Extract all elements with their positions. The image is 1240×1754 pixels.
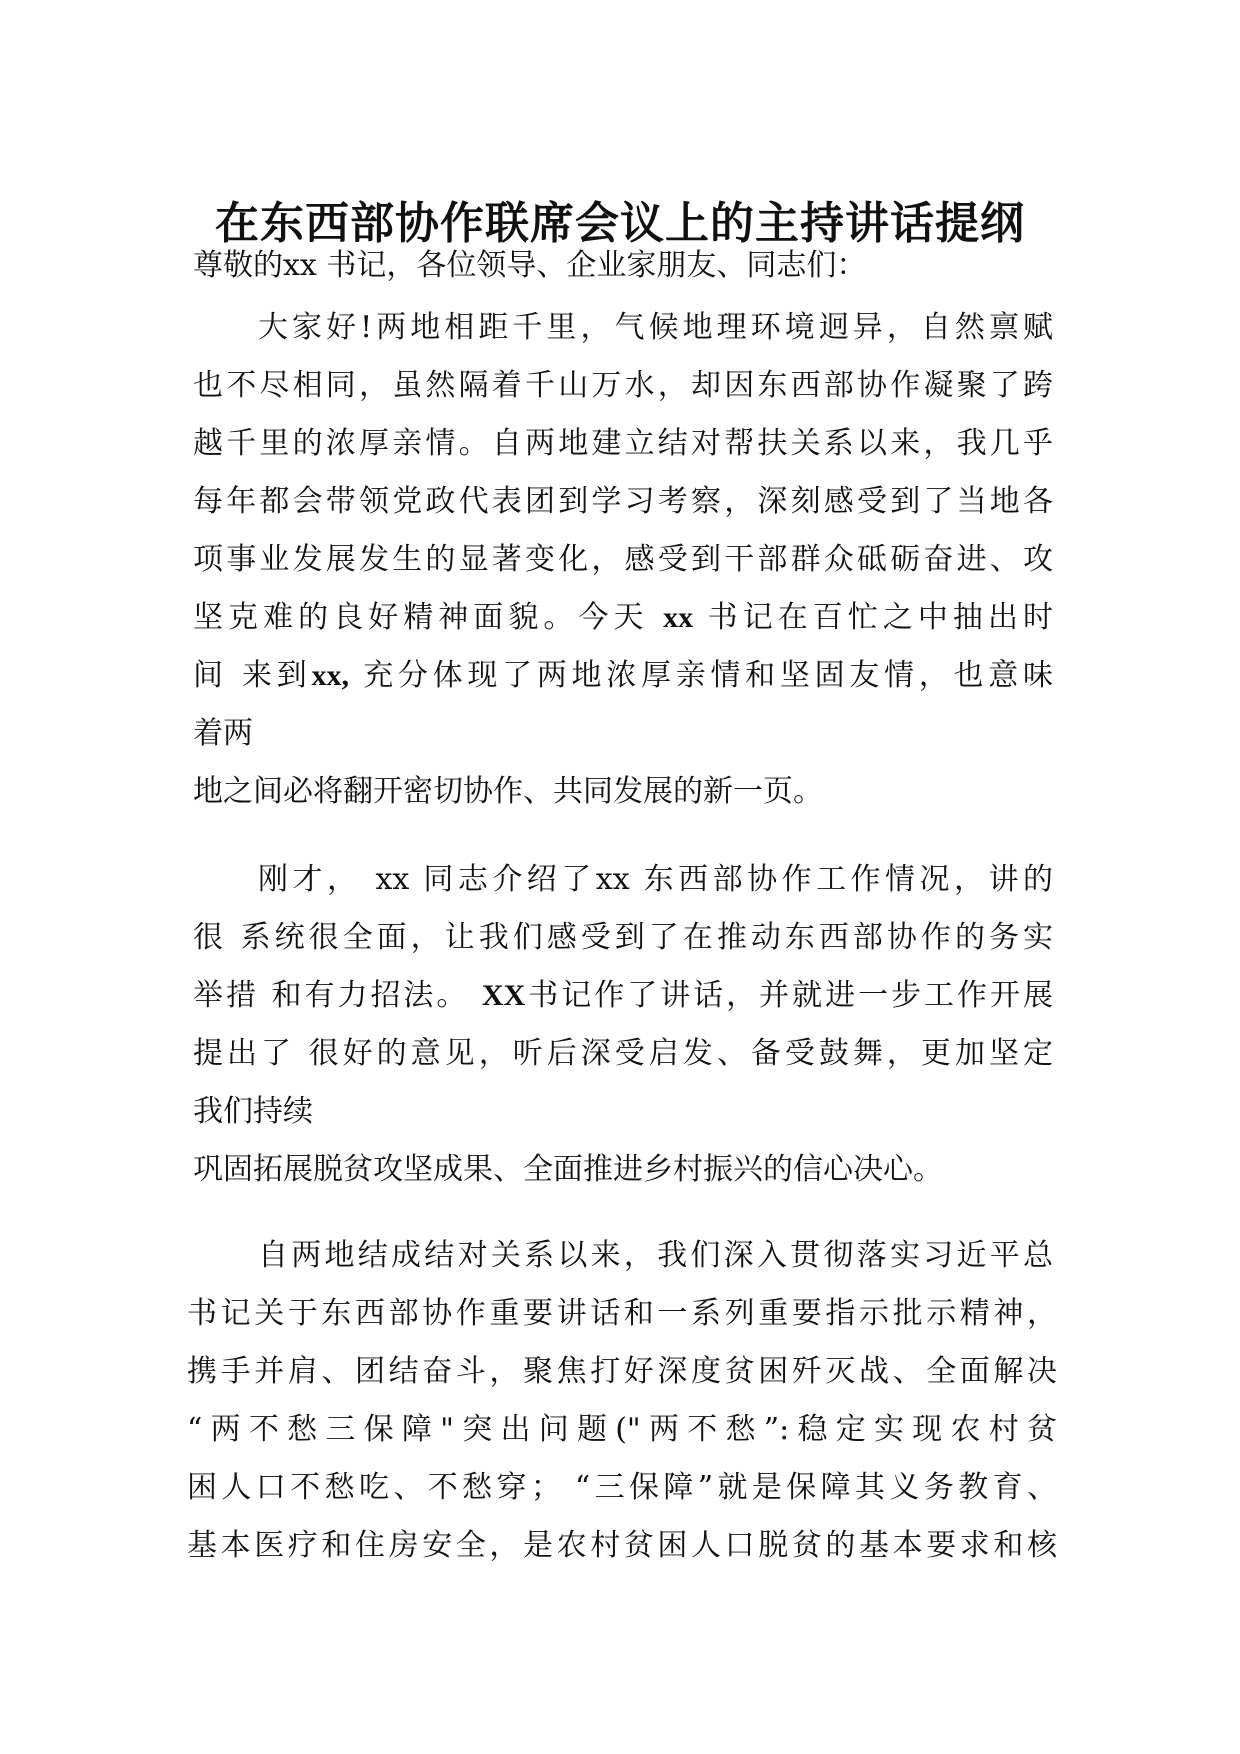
paragraph-2-line-4: 提出了 很好的意见，听后深受启发、备受鼓舞，更加坚定 [193, 1036, 1053, 1071]
paragraph-3-line-5: 困人口不愁吃、不愁穿； “三保障”就是保障其义务教育、 [187, 1470, 1057, 1505]
salutation: 尊敬的xx 书记，各位领导、企业家朋友、同志们： [193, 248, 867, 283]
paragraph-1-line-1: 大家好!两地相距千里，气候地理环境迥异，自然禀赋 [258, 310, 1053, 345]
secretary-placeholder-bold: XX [481, 979, 526, 1012]
paragraph-3-line-4: “两不愁三保障"突出问题("两不愁”:稳定实现农村贫 [187, 1412, 1057, 1447]
paragraph-3-line-1: 自两地结成结对关系以来，我们深入贯彻落实习近平总 [258, 1238, 1053, 1273]
paragraph-2-line-5: 我们持续 [193, 1094, 313, 1129]
paragraph-1-line-6: 坚克难的良好精神面貌。今天 xx 书记在百忙之中抽出时 [193, 600, 1053, 635]
paragraph-1-line-5: 项事业发展发生的显著变化，感受到干部群众砥砺奋进、攻 [193, 542, 1053, 577]
paragraph-1-line-7: 间 来到xx, 充分体现了两地浓厚亲情和坚固友情，也意味 [193, 658, 1053, 693]
paragraph-2-line-6: 巩固拓展脱贫攻坚成果、全面推进乡村振兴的信心决心。 [193, 1152, 943, 1187]
paragraph-1-line-2: 也不尽相同，虽然隔着千山万水，却因东西部协作凝聚了跨 [193, 368, 1053, 403]
paragraph-1-line-9: 地之间必将翻开密切协作、共同发展的新一页。 [193, 774, 823, 809]
paragraph-2-line-1: 刚才， xx 同志介绍了xx 东西部协作工作情况，讲的 [258, 862, 1053, 897]
paragraph-3-line-2: 书记关于东西部协作重要讲话和一系列重要指示批示精神， [187, 1296, 1057, 1331]
paragraph-2-line-3: 举措 和有力招法。 XX书记作了讲话，并就进一步工作开展 [193, 978, 1054, 1013]
paragraph-1-line-4: 每年都会带领党政代表团到学习考察，深刻感受到了当地各 [193, 484, 1053, 519]
paragraph-3-line-3: 携手并肩、团结奋斗，聚焦打好深度贫困歼灭战、全面解决 [187, 1354, 1057, 1389]
paragraph-3-line-6: 基本医疗和住房安全，是农村贫困人口脱贫的基本要求和核 [187, 1528, 1057, 1563]
paragraph-2-line-2: 很 系统很全面，让我们感受到了在推动东西部协作的务实 [193, 920, 1053, 955]
paragraph-1-line-8: 着两 [193, 716, 253, 751]
paragraph-1-line-3: 越千里的浓厚亲情。自两地建立结对帮扶关系以来，我几乎 [193, 426, 1053, 461]
name-placeholder-bold: xx [663, 601, 694, 634]
place-placeholder-bold: xx, [311, 659, 349, 692]
document-title: 在东西部协作联席会议上的主持讲话提纲 [215, 198, 1025, 249]
